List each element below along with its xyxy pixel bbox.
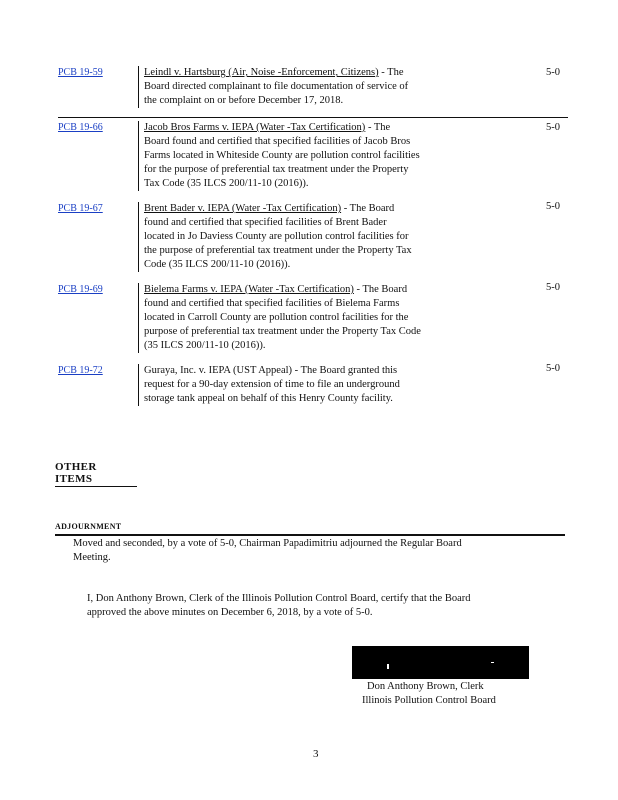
case-text: Guraya, Inc. v. IEPA (UST Appeal) - The Board granted this request for a 90-day extension of time to file an underground storage tank appeal on behalf of this Henry County facility.	[144, 365, 400, 404]
adjournment-divider	[55, 534, 565, 536]
signer-title: Illinois Pollution Control Board	[362, 695, 496, 706]
signature-mark	[387, 664, 389, 669]
case-link[interactable]: PCB 19-69	[58, 284, 103, 295]
case-row	[58, 66, 568, 117]
adjournment-text: Moved and seconded, by a vote of 5-0, Chairman Papadimitriu adjourned the Regular Board Meeting.	[73, 538, 462, 563]
case-vote: 5-0	[546, 122, 560, 133]
case-text: - The Board found and certified that specified facilities of Bielema Farms located in Carroll County are pollution control facilities for the purpose of preferential tax treatment under the Property Tax Code (35 ILCS 200/11-10 (2016)).	[144, 284, 421, 351]
case-description	[138, 202, 462, 272]
case-caption: Brent Bader v. IEPA (Water -Tax Certification)	[144, 203, 342, 214]
case-text: - The Board found and certified that specified facilities of Brent Bader located in Jo Daviess County are pollution control facilities for the purpose of preferential tax treatment under the Property Tax Code (35 ILCS 200/11-10 (2016)).	[144, 203, 412, 270]
case-vote: 5-0	[546, 363, 560, 374]
adjournment-heading: ADJOURNMENT	[55, 522, 122, 531]
case-row	[58, 117, 568, 200]
case-description	[138, 283, 462, 353]
case-text: - The Board found and certified that specified facilities of Jacob Bros Farms located in Whiteside County are pollution control facilities for the purpose of preferential tax treatment under the Property Tax Code (35 ILCS 200/11-10 (2016)).	[144, 122, 420, 189]
case-vote: 5-0	[546, 67, 560, 78]
case-link[interactable]: PCB 19-66	[58, 122, 103, 133]
redacted-signature	[352, 646, 529, 679]
page-number: 3	[313, 748, 319, 760]
case-description	[138, 364, 462, 406]
case-link[interactable]: PCB 19-59	[58, 67, 103, 78]
case-vote: 5-0	[546, 201, 560, 212]
case-row	[58, 362, 568, 415]
case-description	[138, 66, 462, 108]
case-caption: Bielema Farms v. IEPA (Water -Tax Certification)	[144, 284, 354, 295]
certification-text: I, Don Anthony Brown, Clerk of the Illinois Pollution Control Board, certify that the Board approved the above minutes on December 6, 2018, by a vote of 5-0.	[87, 593, 471, 618]
case-row	[58, 281, 568, 362]
case-link[interactable]: PCB 19-72	[58, 365, 103, 376]
case-link[interactable]: PCB 19-67	[58, 203, 103, 214]
signer-name: Don Anthony Brown, Clerk	[367, 681, 484, 692]
case-table	[58, 66, 568, 415]
case-caption: Jacob Bros Farms v. IEPA (Water -Tax Certification)	[144, 122, 366, 133]
case-text: - The Board directed complainant to file documentation of service of the complaint on or before December 17, 2018.	[144, 67, 409, 106]
case-description	[138, 121, 462, 191]
other-items-heading: OTHER ITEMS	[55, 461, 137, 487]
signer-block	[362, 680, 532, 708]
case-row	[58, 200, 568, 281]
case-vote: 5-0	[546, 282, 560, 293]
case-caption: Leindl v. Hartsburg (Air, Noise -Enforcement, Citizens)	[144, 67, 379, 78]
signature-mark	[491, 662, 494, 663]
